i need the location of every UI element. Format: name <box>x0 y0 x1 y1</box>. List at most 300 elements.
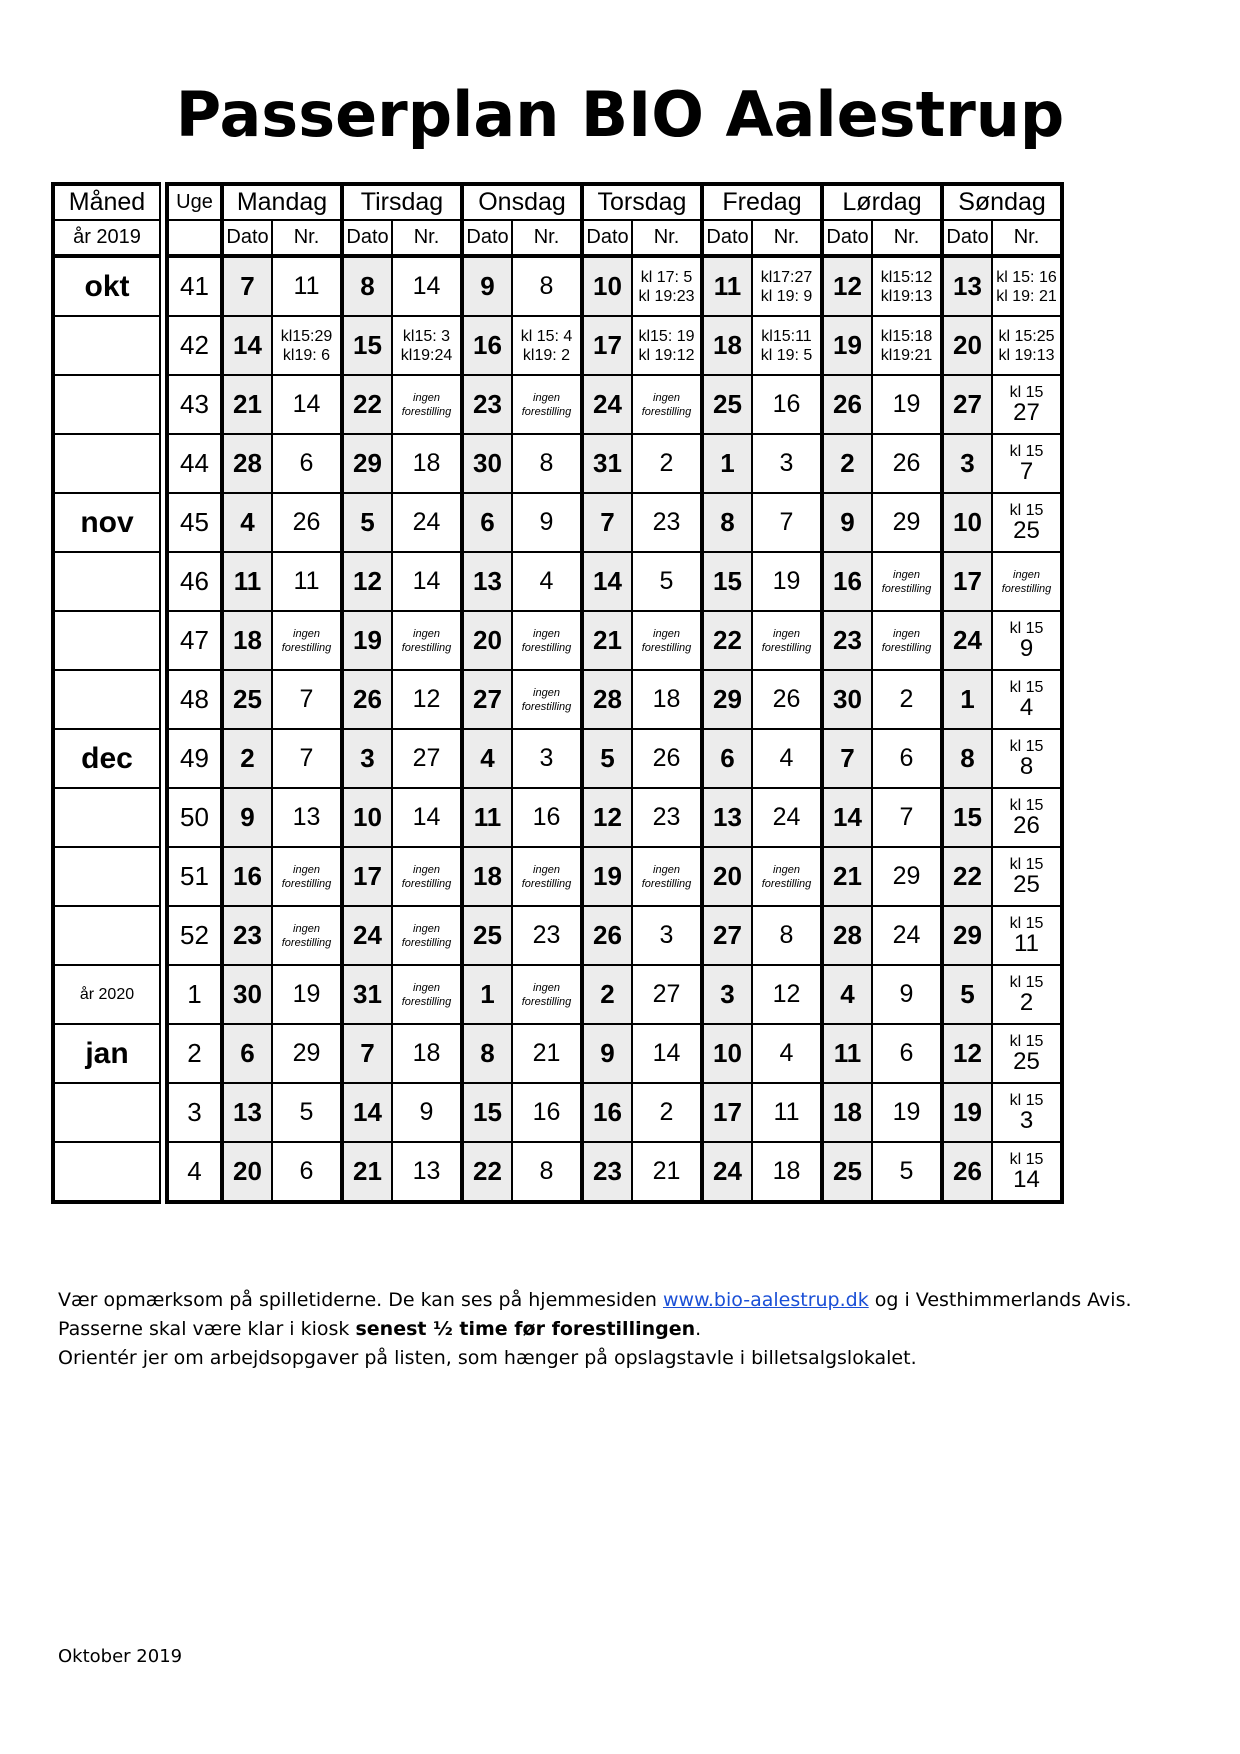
week-row <box>53 788 1062 847</box>
date-cell: 31 <box>342 965 392 1024</box>
date-cell: 18 <box>462 847 512 906</box>
date-cell: 15 <box>462 1083 512 1142</box>
week-number: 50 <box>167 788 222 847</box>
week-number: 49 <box>167 729 222 788</box>
date-cell: 14 <box>222 316 272 375</box>
notes-line-3: Orientér jer om arbejdsopgaver på listen, som hænger på opslagstavle i billetsalgslokalet. <box>58 1347 917 1369</box>
nr-cell: 27 <box>392 729 462 788</box>
date-cell: 12 <box>822 256 872 316</box>
nr-cell: 2 <box>632 1083 702 1142</box>
date-cell: 3 <box>942 434 992 493</box>
nr-cell: ingen forestilling <box>512 611 582 670</box>
month-cell <box>53 847 160 906</box>
nr-cell: 19 <box>752 552 822 611</box>
date-cell: 2 <box>822 434 872 493</box>
date-cell: 5 <box>582 729 632 788</box>
nr-cell: 7 <box>872 788 942 847</box>
nr-cell: 19 <box>272 965 342 1024</box>
nr-cell: ingen forestilling <box>392 611 462 670</box>
nr-cell: ingen forestilling <box>512 847 582 906</box>
day-header-torsdag: Torsdag <box>582 184 702 220</box>
nr-cell: 13 <box>272 788 342 847</box>
date-cell: 18 <box>702 316 752 375</box>
dato-header: Dato <box>822 220 872 256</box>
date-cell: 10 <box>582 256 632 316</box>
month-header: Måned <box>53 184 160 220</box>
date-cell: 29 <box>342 434 392 493</box>
day-header-mandag: Mandag <box>222 184 342 220</box>
dato-header: Dato <box>702 220 752 256</box>
nr-cell: ingen forestilling <box>392 847 462 906</box>
date-cell: 26 <box>942 1142 992 1202</box>
nr-cell: 7 <box>272 670 342 729</box>
week-number: 47 <box>167 611 222 670</box>
date-cell: 11 <box>222 552 272 611</box>
nr-cell: 27 <box>632 965 702 1024</box>
date-cell: 21 <box>222 375 272 434</box>
date-cell: 9 <box>462 256 512 316</box>
month-cell <box>53 316 160 375</box>
nr-header: Nr. <box>272 220 342 256</box>
date-cell: 24 <box>702 1142 752 1202</box>
month-cell <box>53 552 160 611</box>
week-row <box>53 493 1062 552</box>
notes <box>58 1286 1132 1373</box>
date-cell: 5 <box>342 493 392 552</box>
date-cell: 20 <box>702 847 752 906</box>
week-number: 48 <box>167 670 222 729</box>
nr-cell: 21 <box>632 1142 702 1202</box>
day-header-onsdag: Onsdag <box>462 184 582 220</box>
date-cell: 14 <box>822 788 872 847</box>
date-cell: 25 <box>822 1142 872 1202</box>
week-row <box>53 256 1062 316</box>
nr-cell: 8 <box>752 906 822 965</box>
date-cell: 16 <box>462 316 512 375</box>
week-number: 4 <box>167 1142 222 1202</box>
nr-cell: kl 15 25 <box>992 847 1062 906</box>
date-cell: 10 <box>942 493 992 552</box>
date-cell: 26 <box>822 375 872 434</box>
date-cell: 24 <box>942 611 992 670</box>
nr-cell: 6 <box>272 1142 342 1202</box>
nr-cell: kl15: 19 kl 19:12 <box>632 316 702 375</box>
nr-cell: 5 <box>632 552 702 611</box>
month-cell: nov <box>53 493 160 552</box>
page-title: Passerplan BIO Aalestrup <box>175 78 1065 151</box>
nr-cell: kl17:27 kl 19: 9 <box>752 256 822 316</box>
nr-cell: 7 <box>272 729 342 788</box>
dato-header: Dato <box>942 220 992 256</box>
date-cell: 1 <box>462 965 512 1024</box>
date-cell: 2 <box>582 965 632 1024</box>
week-row <box>53 611 1062 670</box>
nr-cell: 5 <box>272 1083 342 1142</box>
nr-cell: 11 <box>752 1083 822 1142</box>
week-row <box>53 375 1062 434</box>
nr-cell: 14 <box>392 552 462 611</box>
date-cell: 16 <box>222 847 272 906</box>
date-cell: 8 <box>702 493 752 552</box>
nr-cell: 23 <box>632 788 702 847</box>
date-cell: 8 <box>942 729 992 788</box>
nr-cell: 5 <box>872 1142 942 1202</box>
nr-cell: 3 <box>752 434 822 493</box>
nr-cell: 6 <box>872 729 942 788</box>
date-cell: 27 <box>462 670 512 729</box>
date-cell: 17 <box>342 847 392 906</box>
nr-cell: kl 15 26 <box>992 788 1062 847</box>
date-cell: 24 <box>342 906 392 965</box>
week-number: 51 <box>167 847 222 906</box>
nr-header: Nr. <box>632 220 702 256</box>
nr-cell: ingen forestilling <box>632 847 702 906</box>
nr-cell: 16 <box>512 1083 582 1142</box>
nr-cell: 7 <box>752 493 822 552</box>
nr-cell: 6 <box>872 1024 942 1083</box>
month-cell <box>53 788 160 847</box>
month-cell: år 2020 <box>53 965 160 1024</box>
date-cell: 3 <box>702 965 752 1024</box>
nr-cell: kl 15 7 <box>992 434 1062 493</box>
nr-header: Nr. <box>872 220 942 256</box>
nr-cell: kl 15 11 <box>992 906 1062 965</box>
week-number: 42 <box>167 316 222 375</box>
day-header-sondag: Søndag <box>942 184 1062 220</box>
date-cell: 7 <box>342 1024 392 1083</box>
nr-cell: 18 <box>392 1024 462 1083</box>
date-cell: 21 <box>342 1142 392 1202</box>
date-cell: 28 <box>822 906 872 965</box>
nr-cell: kl 15 27 <box>992 375 1062 434</box>
date-cell: 16 <box>822 552 872 611</box>
date-cell: 21 <box>822 847 872 906</box>
nr-cell: kl15:29 kl19: 6 <box>272 316 342 375</box>
date-cell: 30 <box>462 434 512 493</box>
date-cell: 4 <box>222 493 272 552</box>
date-cell: 7 <box>222 256 272 316</box>
nr-cell: 21 <box>512 1024 582 1083</box>
date-cell: 23 <box>822 611 872 670</box>
date-cell: 12 <box>582 788 632 847</box>
nr-cell: 9 <box>872 965 942 1024</box>
date-cell: 30 <box>222 965 272 1024</box>
date-cell: 25 <box>702 375 752 434</box>
date-cell: 6 <box>222 1024 272 1083</box>
date-cell: 6 <box>702 729 752 788</box>
notes-line-1: Vær opmærksom på spilletiderne. De kan ses på hjemmesiden www.bio-aalestrup.dk og i Vesthimmerlands Avis. <box>58 1289 1132 1311</box>
nr-cell: 23 <box>512 906 582 965</box>
date-cell: 28 <box>582 670 632 729</box>
date-cell: 12 <box>942 1024 992 1083</box>
date-cell: 4 <box>822 965 872 1024</box>
nr-cell: 26 <box>752 670 822 729</box>
date-cell: 8 <box>342 256 392 316</box>
month-cell <box>53 434 160 493</box>
date-cell: 19 <box>822 316 872 375</box>
month-cell <box>53 1142 160 1202</box>
nr-cell: ingen forestilling <box>392 965 462 1024</box>
date-cell: 30 <box>822 670 872 729</box>
week-subheader <box>167 220 222 256</box>
nr-cell: 14 <box>392 788 462 847</box>
nr-cell: ingen forestilling <box>752 847 822 906</box>
nr-cell: 12 <box>392 670 462 729</box>
date-cell: 14 <box>342 1083 392 1142</box>
date-cell: 22 <box>342 375 392 434</box>
week-row <box>53 434 1062 493</box>
dato-header: Dato <box>462 220 512 256</box>
date-cell: 26 <box>582 906 632 965</box>
nr-cell: ingen forestilling <box>392 375 462 434</box>
week-row <box>53 965 1062 1024</box>
date-cell: 15 <box>702 552 752 611</box>
date-cell: 10 <box>342 788 392 847</box>
date-cell: 6 <box>462 493 512 552</box>
nr-cell: 14 <box>392 256 462 316</box>
nr-cell: 3 <box>512 729 582 788</box>
nr-cell: kl15:12 kl19:13 <box>872 256 942 316</box>
date-cell: 7 <box>822 729 872 788</box>
date-cell: 27 <box>702 906 752 965</box>
nr-cell: 16 <box>752 375 822 434</box>
date-cell: 1 <box>942 670 992 729</box>
week-row <box>53 552 1062 611</box>
date-cell: 4 <box>462 729 512 788</box>
year-label: år 2019 <box>53 220 160 256</box>
date-cell: 28 <box>222 434 272 493</box>
week-number: 45 <box>167 493 222 552</box>
nr-cell: kl15:18 kl19:21 <box>872 316 942 375</box>
nr-cell: kl 15 2 <box>992 965 1062 1024</box>
date-cell: 16 <box>582 1083 632 1142</box>
nr-cell: ingen forestilling <box>512 670 582 729</box>
date-cell: 20 <box>462 611 512 670</box>
nr-cell: ingen forestilling <box>632 375 702 434</box>
week-row <box>53 729 1062 788</box>
nr-cell: kl 15 25 <box>992 493 1062 552</box>
nr-cell: ingen forestilling <box>872 552 942 611</box>
nr-cell: 11 <box>272 256 342 316</box>
notes-line-2: Passerne skal være klar i kiosk senest ½ time før forestillingen. <box>58 1318 702 1340</box>
dato-header: Dato <box>582 220 632 256</box>
week-number: 43 <box>167 375 222 434</box>
month-cell <box>53 670 160 729</box>
date-cell: 20 <box>222 1142 272 1202</box>
nr-cell: 16 <box>512 788 582 847</box>
week-number: 2 <box>167 1024 222 1083</box>
date-cell: 20 <box>942 316 992 375</box>
week-row <box>53 847 1062 906</box>
date-cell: 1 <box>702 434 752 493</box>
nr-cell: 18 <box>752 1142 822 1202</box>
date-cell: 18 <box>822 1083 872 1142</box>
month-cell: okt <box>53 256 160 316</box>
date-cell: 23 <box>462 375 512 434</box>
date-cell: 24 <box>582 375 632 434</box>
week-number: 52 <box>167 906 222 965</box>
nr-cell: 4 <box>752 1024 822 1083</box>
nr-cell: ingen forestilling <box>392 906 462 965</box>
date-cell: 13 <box>462 552 512 611</box>
nr-cell: kl 15 8 <box>992 729 1062 788</box>
nr-header: Nr. <box>752 220 822 256</box>
nr-cell: kl 15 9 <box>992 611 1062 670</box>
date-cell: 10 <box>702 1024 752 1083</box>
date-cell: 13 <box>222 1083 272 1142</box>
nr-cell: kl 15:25 kl 19:13 <box>992 316 1062 375</box>
date-cell: 27 <box>942 375 992 434</box>
dato-header: Dato <box>342 220 392 256</box>
date-cell: 7 <box>582 493 632 552</box>
month-cell: dec <box>53 729 160 788</box>
footer-date: Oktober 2019 <box>58 1646 183 1667</box>
date-cell: 17 <box>702 1083 752 1142</box>
nr-cell: 29 <box>272 1024 342 1083</box>
nr-cell: 26 <box>632 729 702 788</box>
nr-cell: ingen forestilling <box>632 611 702 670</box>
nr-cell: 19 <box>872 1083 942 1142</box>
nr-cell: 9 <box>512 493 582 552</box>
header-row-columns <box>53 220 1062 256</box>
nr-cell: 2 <box>872 670 942 729</box>
nr-cell: 26 <box>872 434 942 493</box>
nr-cell: ingen forestilling <box>992 552 1062 611</box>
date-cell: 14 <box>582 552 632 611</box>
date-cell: 23 <box>582 1142 632 1202</box>
date-cell: 25 <box>222 670 272 729</box>
nr-header: Nr. <box>392 220 462 256</box>
nr-cell: 6 <box>272 434 342 493</box>
nr-cell: 4 <box>752 729 822 788</box>
nr-header: Nr. <box>512 220 582 256</box>
nr-cell: kl 15 14 <box>992 1142 1062 1202</box>
date-cell: 18 <box>222 611 272 670</box>
week-row <box>53 1142 1062 1202</box>
nr-cell: ingen forestilling <box>752 611 822 670</box>
nr-cell: 11 <box>272 552 342 611</box>
nr-cell: 3 <box>632 906 702 965</box>
month-cell <box>53 906 160 965</box>
week-number: 3 <box>167 1083 222 1142</box>
month-cell <box>53 611 160 670</box>
week-row <box>53 1083 1062 1142</box>
date-cell: 15 <box>942 788 992 847</box>
week-row <box>53 1024 1062 1083</box>
date-cell: 11 <box>702 256 752 316</box>
date-cell: 23 <box>222 906 272 965</box>
nr-cell: 24 <box>752 788 822 847</box>
nr-cell: 8 <box>512 434 582 493</box>
nr-cell: ingen forestilling <box>272 906 342 965</box>
week-row <box>53 670 1062 729</box>
day-header-tirsdag: Tirsdag <box>342 184 462 220</box>
nr-cell: kl 15: 16 kl 19: 21 <box>992 256 1062 316</box>
date-cell: 9 <box>582 1024 632 1083</box>
date-cell: 13 <box>942 256 992 316</box>
nr-cell: 24 <box>392 493 462 552</box>
nr-cell: kl 15 3 <box>992 1083 1062 1142</box>
nr-cell: kl15:11 kl 19: 5 <box>752 316 822 375</box>
nr-cell: 29 <box>872 847 942 906</box>
week-number: 46 <box>167 552 222 611</box>
header-row-days <box>53 184 1062 220</box>
nr-cell: 23 <box>632 493 702 552</box>
nr-cell: 18 <box>632 670 702 729</box>
nr-cell: 29 <box>872 493 942 552</box>
nr-cell: 26 <box>272 493 342 552</box>
date-cell: 19 <box>582 847 632 906</box>
nr-cell: kl 15: 4 kl19: 2 <box>512 316 582 375</box>
month-cell: jan <box>53 1024 160 1083</box>
nr-cell: 18 <box>392 434 462 493</box>
nr-cell: kl 17: 5 kl 19:23 <box>632 256 702 316</box>
dato-header: Dato <box>222 220 272 256</box>
date-cell: 15 <box>342 316 392 375</box>
nr-cell: 12 <box>752 965 822 1024</box>
nr-cell: 24 <box>872 906 942 965</box>
nr-cell: kl 15 4 <box>992 670 1062 729</box>
nr-cell: 14 <box>632 1024 702 1083</box>
website-link[interactable]: www.bio-aalestrup.dk <box>663 1289 869 1311</box>
nr-header: Nr. <box>992 220 1062 256</box>
week-row <box>53 316 1062 375</box>
date-cell: 21 <box>582 611 632 670</box>
nr-cell: 8 <box>512 256 582 316</box>
date-cell: 22 <box>462 1142 512 1202</box>
date-cell: 13 <box>702 788 752 847</box>
week-number: 41 <box>167 256 222 316</box>
week-row <box>53 906 1062 965</box>
nr-cell: 9 <box>392 1083 462 1142</box>
nr-cell: 4 <box>512 552 582 611</box>
nr-cell: ingen forestilling <box>512 965 582 1024</box>
date-cell: 31 <box>582 434 632 493</box>
date-cell: 19 <box>342 611 392 670</box>
date-cell: 22 <box>942 847 992 906</box>
date-cell: 19 <box>942 1083 992 1142</box>
month-cell <box>53 1083 160 1142</box>
date-cell: 17 <box>942 552 992 611</box>
week-header: Uge <box>167 184 222 220</box>
date-cell: 29 <box>942 906 992 965</box>
date-cell: 2 <box>222 729 272 788</box>
date-cell: 11 <box>462 788 512 847</box>
date-cell: 9 <box>822 493 872 552</box>
date-cell: 22 <box>702 611 752 670</box>
nr-cell: 2 <box>632 434 702 493</box>
week-number: 1 <box>167 965 222 1024</box>
date-cell: 5 <box>942 965 992 1024</box>
nr-cell: ingen forestilling <box>272 611 342 670</box>
nr-cell: ingen forestilling <box>512 375 582 434</box>
date-cell: 3 <box>342 729 392 788</box>
date-cell: 11 <box>822 1024 872 1083</box>
nr-cell: 8 <box>512 1142 582 1202</box>
day-header-fredag: Fredag <box>702 184 822 220</box>
month-cell <box>53 375 160 434</box>
nr-cell: kl15: 3 kl19:24 <box>392 316 462 375</box>
nr-cell: 19 <box>872 375 942 434</box>
date-cell: 25 <box>462 906 512 965</box>
date-cell: 17 <box>582 316 632 375</box>
day-header-lordag: Lørdag <box>822 184 942 220</box>
nr-cell: ingen forestilling <box>272 847 342 906</box>
date-cell: 26 <box>342 670 392 729</box>
date-cell: 12 <box>342 552 392 611</box>
nr-cell: ingen forestilling <box>872 611 942 670</box>
nr-cell: kl 15 25 <box>992 1024 1062 1083</box>
